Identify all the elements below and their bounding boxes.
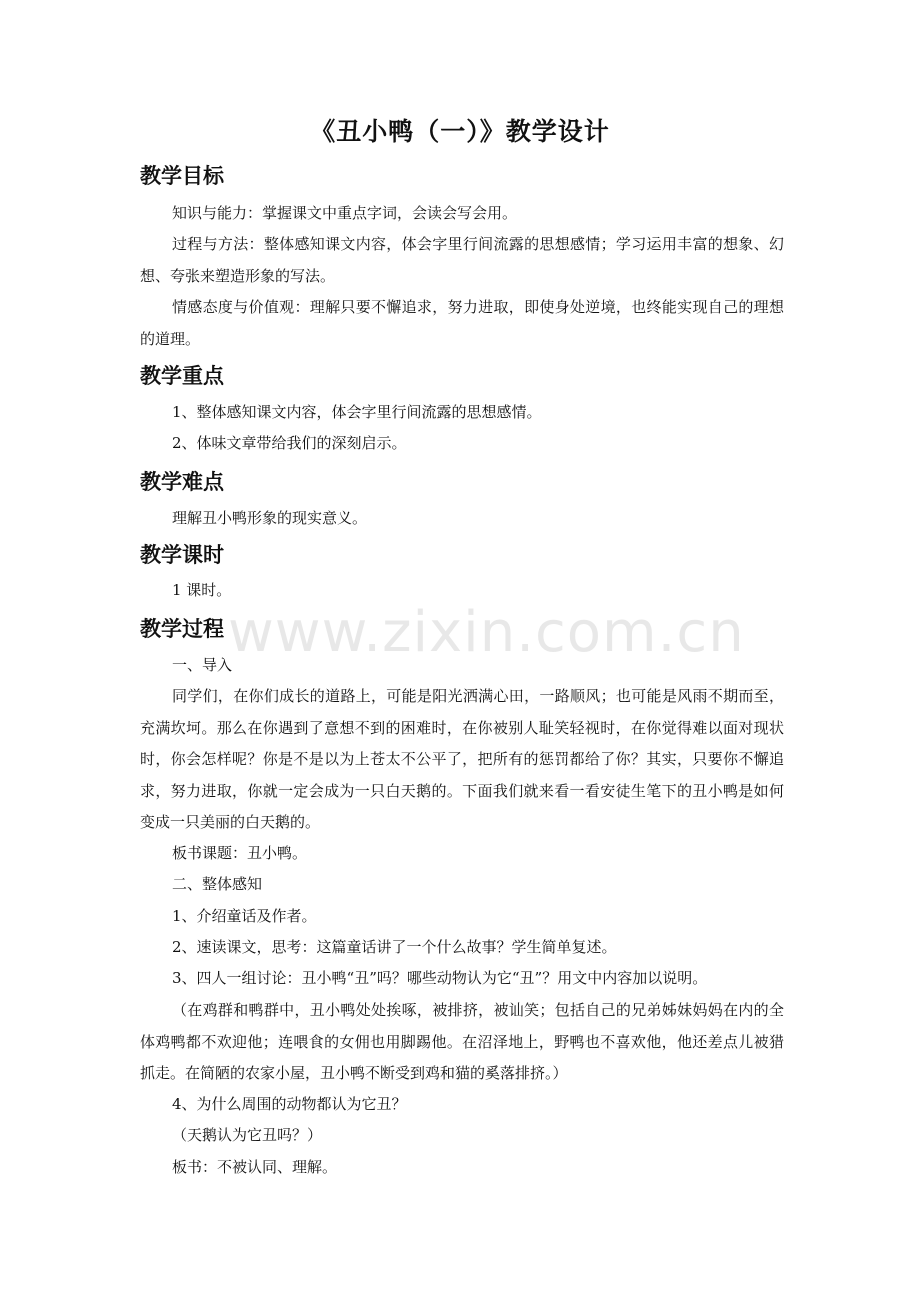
heading-teaching-process: 教学过程	[140, 617, 224, 641]
paragraph-process-10: （天鹅认为它丑吗？）	[172, 1126, 323, 1144]
heading-teaching-goals: 教学目标	[140, 164, 224, 188]
paragraph-process-11: 板书：不被认同、理解。	[172, 1158, 338, 1176]
paragraph-process-8: （在鸡群和鸭群中，丑小鸭处处挨啄，被排挤，被讪笑；包括自己的兄弟姊妹妈妈在内的全体鸡鸭都不欢迎他；连喂食的女佣也用脚踢他。在沼泽地上，野鸭也不喜欢他，他还差点儿被猎抓走。在简陋的农家小屋，丑小鸭不断受到鸡和猫的奚落排挤。）	[140, 1001, 784, 1082]
heading-teaching-difficulties: 教学难点	[140, 470, 224, 494]
paragraph-difficulty-1: 理解丑小鸭形象的现实意义。	[172, 509, 368, 527]
paragraph-goal-1: 知识与能力：掌握课文中重点字词，会读会写会用。	[172, 204, 518, 222]
paragraph-key-2: 2、体味文章带给我们的深刻启示。	[172, 434, 407, 452]
paragraph-hours-1: 1 课时。	[172, 581, 232, 599]
paragraph-process-5: 1、介绍童话及作者。	[172, 907, 317, 925]
paragraph-process-2: 同学们，在你们成长的道路上，可能是阳光洒满心田，一路顺风；也可能是风雨不期而至，充满坎坷。那么在你遇到了意想不到的困难时，在你被别人耻笑轻视时，在你觉得难以面对现状时，你会怎样呢？你是不是以为上苍太不公平了，把所有的惩罚都给了你？其实，只要你不懈追求，努力进取，你就一定会成为一只白天鹅的。下面我们就来看一看安徒生笔下的丑小鸭是如何变成一只美丽的白天鹅的。	[140, 687, 784, 831]
paragraph-process-3: 板书课题：丑小鸭。	[172, 844, 308, 862]
paragraph-goal-3: 情感态度与价值观：理解只要不懈追求，努力进取，即使身处逆境，也终能实现自己的理想的道理。	[140, 298, 784, 348]
paragraph-process-6: 2、速读课文，思考：这篇童话讲了一个什么故事？学生简单复述。	[172, 938, 617, 956]
heading-teaching-key-points: 教学重点	[140, 364, 224, 388]
heading-teaching-hours: 教学课时	[140, 543, 224, 567]
paragraph-process-7: 3、四人一组讨论：丑小鸭“丑”吗？哪些动物认为它“丑”？用文中内容加以说明。	[172, 969, 708, 987]
paragraph-key-1: 1、整体感知课文内容，体会字里行间流露的思想感情。	[172, 403, 542, 421]
paragraph-process-1: 一、导入	[172, 656, 233, 674]
document-title: 《丑小鸭（一）》教学设计	[310, 117, 610, 146]
paragraph-goal-2: 过程与方法：整体感知课文内容，体会字里行间流露的思想感情；学习运用丰富的想象、幻想、夸张来塑造形象的写法。	[140, 235, 784, 285]
watermark-text: www.zixin.com.cn	[228, 600, 745, 665]
paragraph-process-9: 4、为什么周围的动物都认为它丑？	[172, 1095, 407, 1113]
paragraph-process-4: 二、整体感知	[172, 875, 263, 893]
